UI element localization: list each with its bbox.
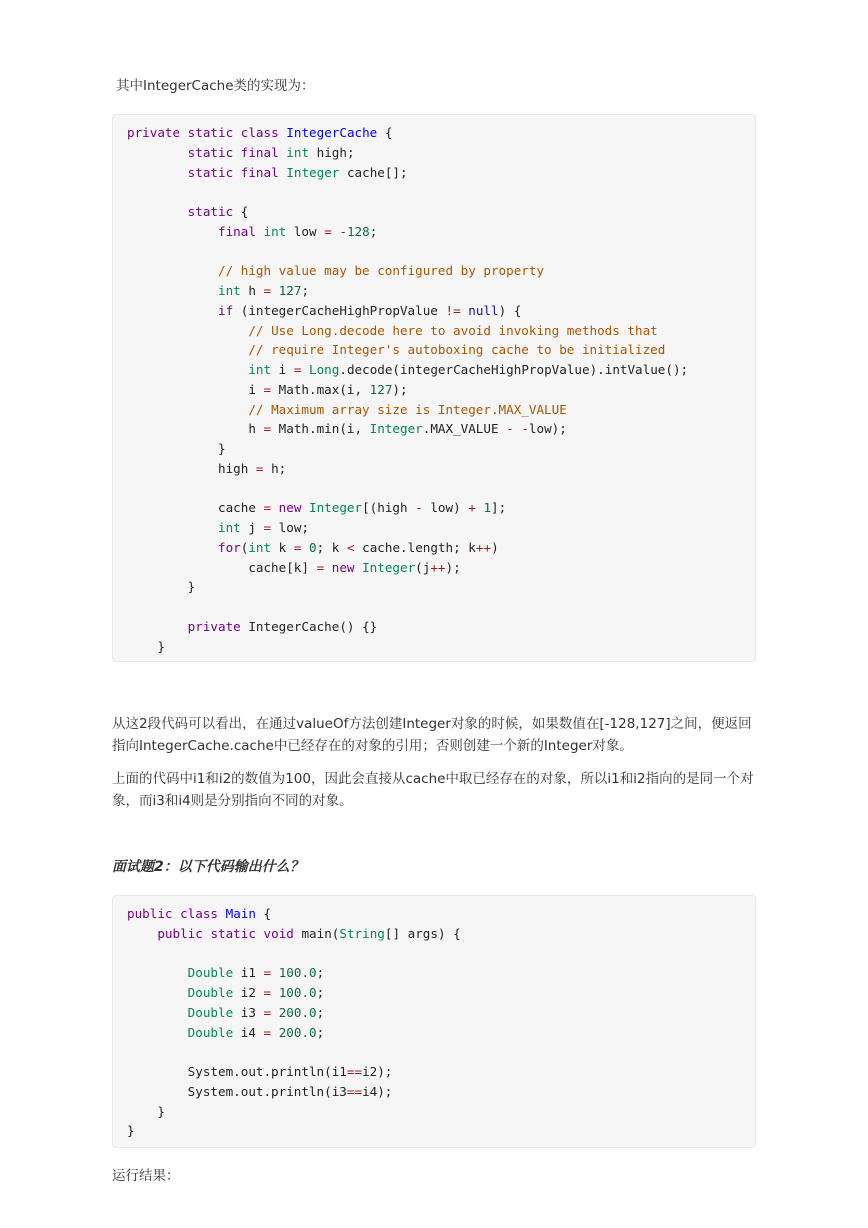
code-listing: private static class IntegerCache { static final int high; static final Integer cache[]; static { final int low = -128; // high value may be configured by property int h = 127; if (integerCacheHighPropValue != null) { // Use Long.decode here to avoid invoking methods that // require Integer's autoboxing cache to be initialized int i = Long.decode(integerCacheHighPropValue).intValue(); i = Math.max(i, 127); // Maximum array size is Integer.MAX_VALUE h = Math.min(i, Integer.MAX_VALUE - -low); } high = h; cache = new Integer[(high - low) + 1]; int j = low; for(int k = 0; k < cache.length; k++) cache[k] = new Integer(j++); } private IntegerCache() {} }: [127, 125, 689, 654]
intro-text: 其中IntegerCache类的实现为：: [116, 78, 315, 94]
paragraph-valueof-explanation: 从这2段代码可以看出，在通过valueOf方法创建Integer对象的时候，如果数值在[-128,127]之间，便返回指向IntegerCache.cache中已经存在的对象的引用；否则创建一个新的Integer对象。: [112, 716, 752, 754]
code-listing: public class Main { public static void main(String[] args) { Double i1 = 100.0; Double i2 = 100.0; Double i3 = 200.0; Double i4 = 200.0; System.out.println(i1==i2); System.out.println(i3==i4); } }: [127, 906, 461, 1139]
code-block-integer-cache[interactable]: [112, 114, 756, 662]
code-block-double-main[interactable]: [112, 895, 756, 1148]
paragraph-cache-explanation: 上面的代码中i1和i2的数值为100，因此会直接从cache中取已经存在的对象，所以i1和i2指向的是同一个对象，而i3和i4则是分别指向不同的对象。: [112, 771, 754, 809]
result-label: 运行结果：: [112, 1168, 180, 1184]
question-heading: 面试题2：以下代码输出什么？: [112, 859, 304, 875]
